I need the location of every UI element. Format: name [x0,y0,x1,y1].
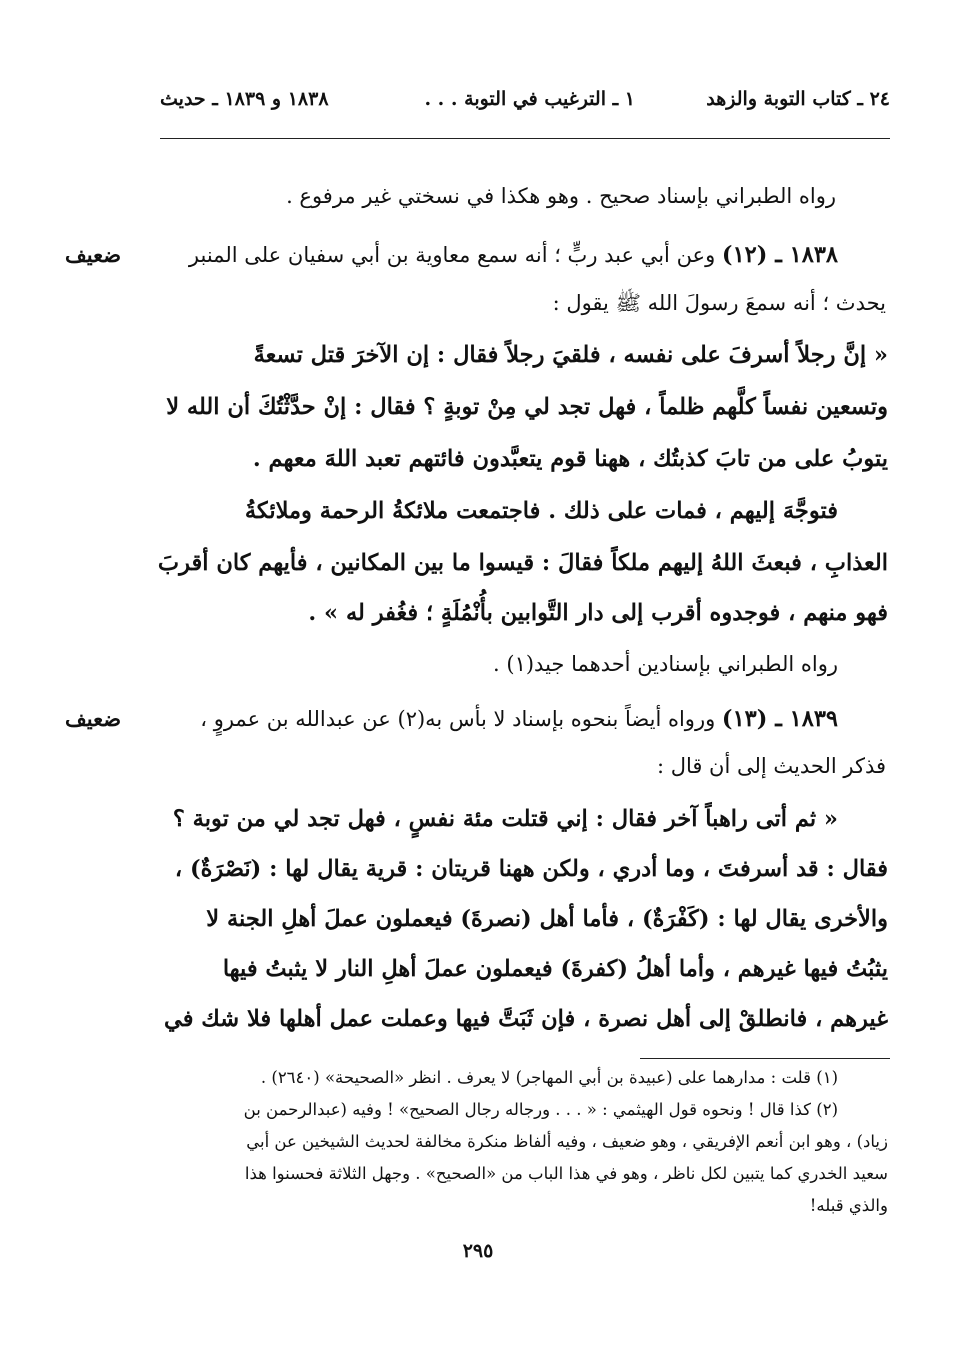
footnote-2-line-2: زياد) ، وهو ابن أنعم الإفريقي ، وهو ضعيف ، وفيه ألفاظ منكرة مخالفة لحديث الشيخين عن أبي [246,1132,888,1151]
hadith-1839-first-line [200,706,838,732]
hadith-1838-second-line: يحدث ؛ أنه سمعَ رسولَ الله ﷺ يقول : [552,291,886,315]
hadith-1838-text-line-4: فتوجَّهَ إليهم ، فمات على ذلك . فاجتمعت ملائكةُ الرحمة وملائكةُ [244,498,838,524]
header-rule [160,138,890,139]
header-hadith-range: ١٨٣٨ و ١٨٣٩ ـ حديث [160,88,329,110]
hadith-1838-text-line-5: العذابِ ، فبعثَ اللهُ إليهم ملكاً فقالَ : قيسوا ما بين المكانين ، فأيهم كان أقربَ [157,550,888,576]
hadith-1838-intro: وعن أبي عبد ربٍّ ؛ أنه سمع معاوية بن أبي سفيان على المنبر [188,243,716,267]
hadith-number-1838: ١٨٣٨ ـ (١٢) [721,242,838,268]
page-number: ٢٩٥ [462,1240,494,1262]
hadith-1839-second-line: فذكر الحديث إلى أن قال : [656,754,886,778]
hadith-1839-text-line-4: يثبُتُ فيها غيرهم ، وأما أهلُ (كفرةَ) فيعملون عملَ أهلِ النار لا يثبتُ فيها [222,956,888,982]
footnote-2-line-4: والذي قبله! [809,1196,888,1215]
hadith-1839-text-line-1: « ثم أتى راهباً آخر فقال : إني قتلت مئة نفسٍ ، فهل تجد لي من توبة ؟ [172,806,838,832]
hadith-1838-text-line-1: « إنَّ رجلاً أسرفَ على نفسه ، فلقيَ رجلاً فقال : إن الآخرَ قتل تسعةً [253,342,888,368]
running-header [160,88,890,118]
hadith-1838-first-line [189,242,838,268]
header-chapter: ٢٤ ـ كتاب التوبة والزهد [706,88,890,110]
intro-source-line: رواه الطبراني بإسناد صحيح . وهو هكذا في نسختي غير مرفوع . [286,184,836,208]
footnote-1: (١) قلت : مدارهما على (عبيدة بن أبي المهاجر) لا يعرف . انظر «الصحيحة» (٢٦٤٠) . [260,1068,838,1087]
hadith-1838-text-line-6: فهو منهم ، فوجدوه أقرب إلى دار التَّوابين بأُنْمُلَةٍ ؛ فغُفر له » . [308,600,888,626]
hadith-1839-text-line-3: والأخرى يقال لها : (كَفْرَةٌ) ، فأما أهل (نصرةَ) فيعملون عملَ أهلِ الجنة لا [206,906,888,932]
footnote-2-line-1: (٢) كذا قال ! ونحوه قول الهيثمي : « . . . ورجاله رجال الصحيح» ! وفيه (عبدالرحمن بن [243,1100,838,1119]
grade-label-1839: ضعيف [65,706,122,731]
hadith-number-1839: ١٨٣٩ ـ (١٣) [721,706,838,732]
footnote-2-line-3: سعيد الخدري كما يتبين لكل ناظر ، وهو في هذا الباب من «الصحيح» . وجهل الثلاثة فحسنوا هذا [244,1164,888,1183]
grade-label-1838: ضعيف [65,242,122,267]
hadith-1839-text-line-2: فقال : قد أسرفتَ ، وما أدري ، ولكن ههنا قريتان : قرية يقال لها : (نَصْرَةٌ) ، [174,856,888,882]
footnote-rule [640,1058,890,1059]
hadith-1838-source: رواه الطبراني بإسنادين أحدهما جيد(١) . [493,652,838,676]
hadith-1839-text-line-5: غيرهم ، فانطلقْ إلى أهل نصرة ، فإن ثَبَتَّ فيها وعملت عمل أهلها فلا شك في [163,1006,888,1032]
hadith-1839-intro: ورواه أيضاً بنحوه بإسناد لا بأس به(٢) عن عبدالله بن عمروٍ ، [200,707,716,731]
hadith-1838-text-line-2: وتسعين نفساً كلَّهم ظلماً ، فهل تجد لي مِنْ توبةٍ ؟ فقال : إنْ حدَّثْتُكَ أن الله لا [166,394,888,420]
hadith-1838-text-line-3: يتوبُ على من تابَ كذبتُك ، ههنا قوم يتعبَّدون فائتهم تعبد اللهَ معهم . [252,446,888,472]
header-section: ١ ـ الترغيب في التوبة . . . [424,88,635,110]
